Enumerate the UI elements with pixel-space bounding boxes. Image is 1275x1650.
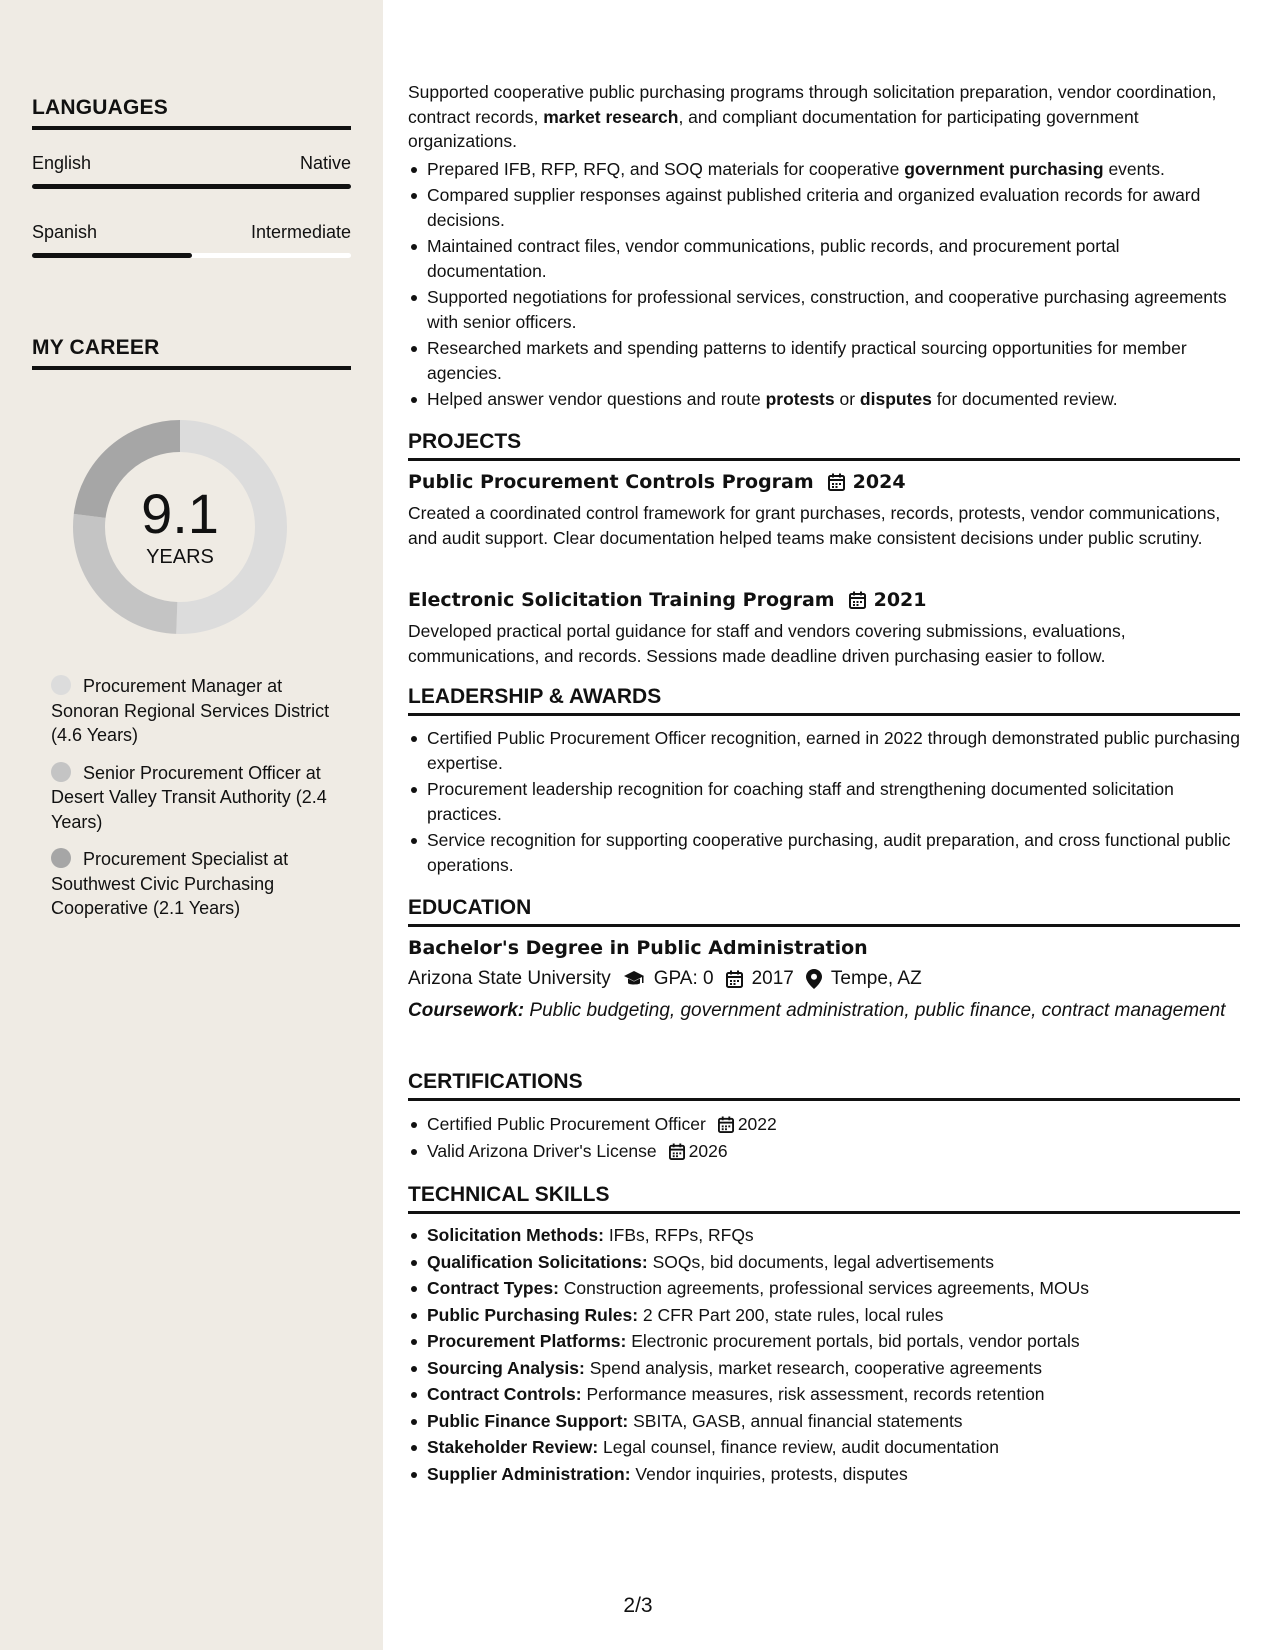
skills-list [408, 1223, 1240, 1488]
career-item-text: Procurement Manager at Sonoran Regional Services District (4.6 Years) [51, 676, 330, 745]
page-number: 2/3 [623, 1594, 653, 1617]
list-item [408, 157, 1240, 182]
list-item [408, 1435, 1240, 1460]
skill-value: Construction agreements, professional services agreements, MOUs [558, 1278, 1090, 1298]
list-item: Certified Public Procurement Officer recognition, earned in 2022 through demonstrated public purchasing expertise. [408, 726, 1240, 775]
language-level: Intermediate [250, 222, 351, 242]
skill-label: Contract Types: [427, 1278, 559, 1298]
skill-label: Solicitation Methods: [427, 1225, 604, 1245]
career-heading: MY CAREER [32, 336, 351, 370]
list-item [408, 1462, 1240, 1487]
list-item [408, 1112, 1240, 1137]
graduation-cap-icon [623, 970, 645, 988]
list-item [408, 1276, 1240, 1301]
project-title: Electronic Solicitation Training Program [408, 589, 835, 611]
list-item: Service recognition for supporting cooperative purchasing, audit preparation, and cross functional public operations. [408, 828, 1240, 877]
experience-summary [408, 80, 1240, 154]
calendar-icon [669, 1143, 685, 1160]
project-description: Developed practical portal guidance for staff and vendors covering submissions, evaluations, communications, and records. Sessions made deadline driven purchasing easier to follow. [408, 621, 1126, 666]
education-heading: EDUCATION [408, 896, 1240, 927]
legend-dot [51, 848, 71, 868]
cert-name: Certified Public Procurement Officer [427, 1114, 706, 1134]
career-item [51, 847, 336, 921]
skill-label: Public Finance Support: [427, 1410, 629, 1431]
summary-text: Supported cooperative public purchasing programs through solicitation preparation, vendor coordination, contract records, [408, 82, 1217, 127]
list-item: Maintained contract files, vendor communications, public records, and procurement portal documentation. [408, 234, 1240, 283]
bullet-text: or [834, 389, 860, 409]
coursework-label: Coursework: [408, 1000, 525, 1021]
skill-value: Performance measures, risk assessment, records retention [581, 1384, 1045, 1404]
bullet-text: Prepared IFB, RFP, RFQ, and SOQ materials for cooperative [427, 158, 905, 179]
skill-value: SOQs, bid documents, legal advertisements [647, 1251, 994, 1272]
certifications-heading: CERTIFICATIONS [408, 1070, 1240, 1101]
project-year: 2024 [852, 471, 906, 493]
location-pin-icon [806, 969, 822, 989]
education-details [408, 968, 922, 990]
experience-bullets [408, 157, 1240, 412]
skill-label: Supplier Administration: [427, 1463, 631, 1484]
list-item [408, 387, 1240, 412]
cert-year: 2026 [688, 1140, 728, 1161]
language-row-english [32, 153, 351, 174]
skill-label: Stakeholder Review: [427, 1437, 599, 1457]
experience-block [408, 80, 1240, 414]
bullet-text: for documented review. [931, 389, 1118, 409]
coursework [408, 999, 1240, 1024]
list-item: Supported negotiations for professional services, construction, and cooperative purchasing agreements with senior officers. [408, 285, 1240, 334]
leadership-heading: LEADERSHIP & AWARDS [408, 685, 1240, 716]
project-title: Public Procurement Controls Program [408, 471, 814, 493]
skill-value: Vendor inquiries, protests, disputes [630, 1463, 908, 1484]
list-item [408, 1250, 1240, 1275]
career-item [51, 761, 336, 835]
bullet-text: events. [1103, 158, 1165, 179]
career-item [51, 674, 336, 748]
list-item: Researched markets and spending patterns to identify practical sourcing opportunities for member agencies. [408, 336, 1240, 385]
school-name: Arizona State University [408, 968, 611, 989]
cert-year: 2022 [737, 1114, 777, 1134]
skill-value: Electronic procurement portals, bid portals, vendor portals [626, 1331, 1080, 1351]
list-item [408, 1409, 1240, 1434]
skill-label: Qualification Solicitations: [427, 1251, 648, 1272]
graduation-year: 2017 [751, 968, 794, 989]
language-bar-english [32, 184, 351, 189]
language-level: Native [299, 153, 351, 173]
career-item-text: Senior Procurement Officer at Desert Valley Transit Authority (2.4 Years) [51, 762, 327, 832]
calendar-icon [849, 591, 866, 609]
project-title-row [408, 589, 926, 611]
technical-skills-heading: TECHNICAL SKILLS [408, 1183, 1240, 1214]
skill-label: Contract Controls: [427, 1384, 582, 1404]
projects-heading: PROJECTS [408, 430, 1240, 461]
list-item: Procurement leadership recognition for coaching staff and strengthening documented solicitation practices. [408, 777, 1240, 826]
bullet-bold: government purchasing [904, 158, 1104, 179]
skill-label: Public Purchasing Rules: [427, 1304, 639, 1325]
list-item: Compared supplier responses against published criteria and organized evaluation records for award decisions. [408, 183, 1240, 232]
legend-dot [51, 675, 71, 695]
bullet-bold: protests [765, 389, 835, 409]
language-bar-fill [32, 253, 192, 258]
language-bar-spanish [32, 253, 351, 258]
donut-center [63, 410, 297, 644]
list-item [408, 1329, 1240, 1354]
gpa: GPA: 0 [653, 968, 714, 989]
list-item [408, 1303, 1240, 1328]
list-item [408, 1139, 1240, 1164]
language-row-spanish [32, 222, 351, 243]
languages-heading: LANGUAGES [32, 96, 351, 130]
career-list [51, 674, 336, 934]
main-content [408, 0, 1240, 1650]
certifications-list [408, 1112, 1240, 1165]
list-item [408, 1223, 1240, 1248]
project-year: 2021 [873, 589, 927, 611]
skill-value: SBITA, GASB, annual financial statements [628, 1410, 963, 1431]
summary-bold: market research [543, 106, 679, 127]
skill-value: Legal counsel, finance review, audit documentation [598, 1437, 999, 1457]
calendar-icon [828, 473, 845, 491]
project-description: Created a coordinated control framework for grant purchases, records, protests, vendor communications, and audit support. Clear documentation helped teams make consistent decisions under public scrutiny. [408, 503, 1221, 548]
skill-label: Sourcing Analysis: [427, 1357, 585, 1378]
language-name: Spanish [32, 222, 98, 242]
list-item [408, 1382, 1240, 1407]
skill-value: 2 CFR Part 200, state rules, local rules [638, 1304, 944, 1325]
language-name: English [32, 153, 92, 173]
coursework-text: Public budgeting, government administration, public finance, contract management [524, 1000, 1226, 1021]
school-location: Tempe, AZ [830, 968, 922, 989]
list-item [408, 1356, 1240, 1381]
leadership-list [408, 726, 1240, 879]
career-total-years: 9.1 [141, 481, 219, 545]
sidebar [0, 0, 383, 1650]
bullet-bold: disputes [859, 389, 932, 409]
career-item-text: Procurement Specialist at Southwest Civic Purchasing Cooperative (2.1 Years) [51, 849, 289, 918]
skill-label: Procurement Platforms: [427, 1331, 627, 1351]
project-title-row [408, 471, 906, 493]
calendar-icon [718, 1116, 734, 1133]
skill-value: Spend analysis, market research, cooperative agreements [584, 1357, 1043, 1378]
calendar-icon [726, 970, 743, 988]
skill-value: IFBs, RFPs, RFQs [603, 1225, 754, 1245]
legend-dot [51, 762, 71, 782]
degree-title: Bachelor's Degree in Public Administration [408, 937, 868, 959]
career-years-unit: YEARS [146, 545, 214, 568]
career-donut-chart [63, 410, 297, 644]
language-bar-fill [32, 184, 351, 189]
cert-name: Valid Arizona Driver's License [427, 1140, 657, 1161]
summary-text: , and compliant documentation for participating government organizations. [408, 106, 1139, 151]
bullet-text: Helped answer vendor questions and route [427, 389, 766, 409]
